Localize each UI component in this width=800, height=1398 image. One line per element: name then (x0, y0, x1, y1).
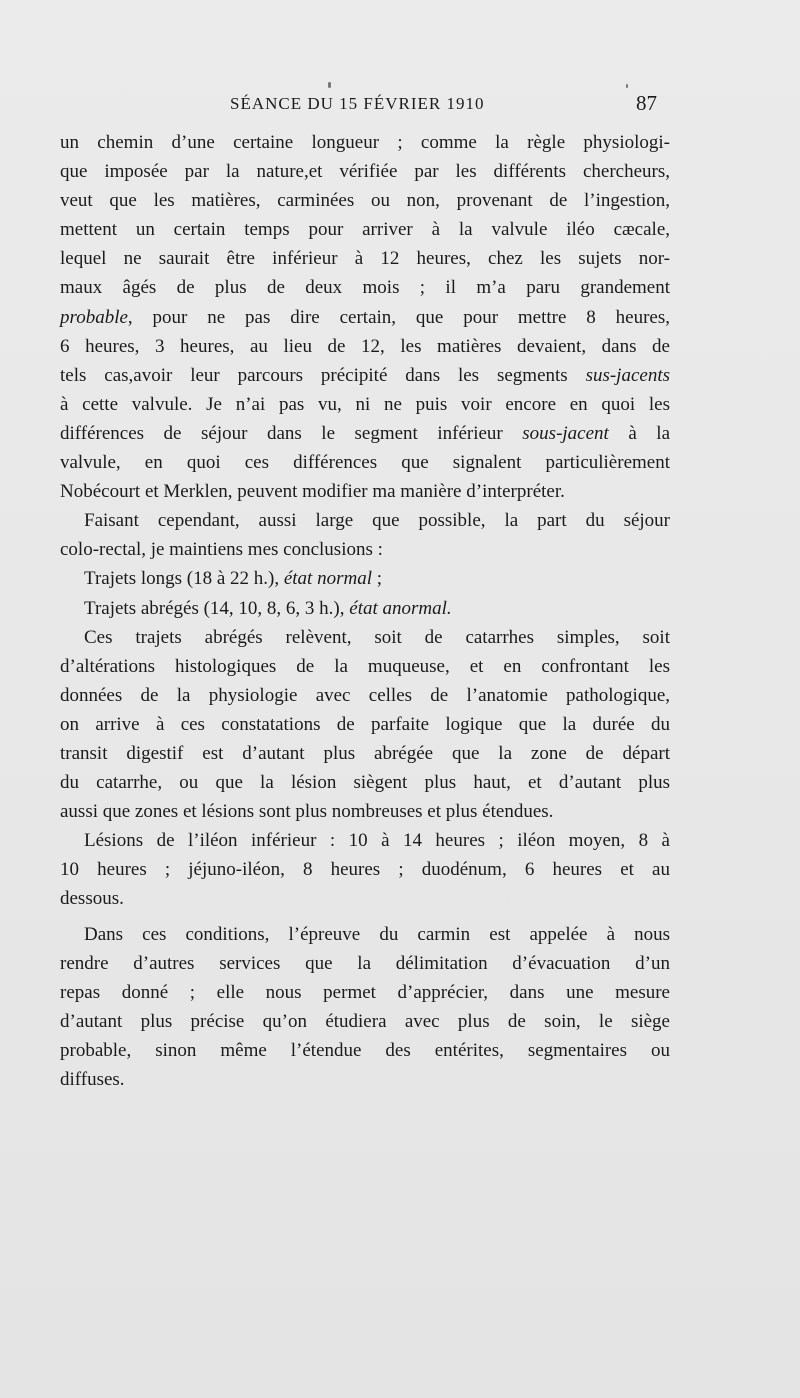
ink-speck (328, 82, 331, 88)
text-line: Lésions de l’iléon inférieur : 10 à 14 heures ; iléon moyen, 8 à (84, 830, 670, 852)
page-number: 87 (636, 91, 657, 115)
text-line: Dans ces conditions, l’épreuve du carmin est appelée à nous (84, 923, 670, 945)
text-line: que imposée par la nature,et vérifiée par les différents chercheurs, (60, 161, 670, 183)
text-line: diffuses. (60, 1069, 125, 1090)
text-line: on arrive à ces constatations de parfaite logique que la durée du (60, 713, 670, 735)
text-line: Faisant cependant, aussi large que possible, la part du séjour (84, 510, 670, 532)
italic-term: sous-jacent (522, 422, 609, 444)
text-line: 6 heures, 3 heures, au lieu de 12, les matières devaient, dans de (60, 335, 670, 357)
text-line: d’autant plus précise qu’on étudiera avec plus de soin, le siège (60, 1010, 670, 1032)
text-line: aussi que zones et lésions sont plus nombreuses et plus étendues. (60, 801, 554, 823)
text-line: maux âgés de plus de deux mois ; il m’a paru grandement (60, 277, 670, 299)
italic-term: sus-jacents (585, 364, 670, 386)
text-line: Trajets abrégés (14, 10, 8, 6, 3 h.), état anormal. (84, 597, 452, 619)
text-line: repas donné ; elle nous permet d’apprécier, dans une mesure (60, 981, 670, 1003)
text-line: colo-rectal, je maintiens mes conclusions : (60, 539, 383, 561)
running-head (0, 91, 800, 118)
body-text (60, 128, 670, 1094)
text-line: du catarrhe, ou que la lésion siègent plus haut, et d’autant plus (60, 772, 670, 794)
italic-term: état normal (283, 568, 372, 590)
text-line: mettent un certain temps pour arriver à la valvule iléo cæcale, (60, 219, 670, 241)
text-line: Nobécourt et Merklen, peuvent modifier ma manière d’interpréter. (60, 481, 565, 503)
text-line: à cette valvule. Je n’ai pas vu, ni ne puis voir encore en quoi les (60, 393, 670, 415)
text-line: lequel ne saurait être inférieur à 12 heures, chez les sujets nor- (60, 248, 670, 270)
ink-speck (626, 84, 628, 88)
text-line: probable, pour ne pas dire certain, que pour mettre 8 heures, (60, 306, 670, 328)
text-line: rendre d’autres services que la délimitation d’évacuation d’un (60, 952, 670, 974)
text-line: probable, sinon même l’étendue des entérites, segmentaires ou (60, 1039, 670, 1061)
text-line: un chemin d’une certaine longueur ; comme la règle physiologi- (60, 132, 670, 153)
text-line: données de la physiologie avec celles de l’anatomie pathologique, (60, 684, 670, 706)
text-line: Trajets longs (18 à 22 h.), état normal ; (84, 568, 383, 590)
text-line: transit digestif est d’autant plus abrégée que la zone de départ (60, 742, 670, 764)
text-line: veut que les matières, carminées ou non, provenant de l’ingestion, (60, 190, 670, 212)
text-line: dessous. (60, 888, 124, 910)
italic-term: probable (60, 306, 128, 328)
text-line: 10 heures ; jéjuno-iléon, 8 heures ; duodénum, 6 heures et au (60, 859, 670, 881)
running-head-title: SÉANCE DU 15 FÉVRIER 1910 (230, 94, 485, 113)
text-line: valvule, en quoi ces différences que signalent particulièrement (60, 452, 670, 474)
text-line: d’altérations histologiques de la muqueuse, et en confrontant les (60, 655, 670, 677)
text-line: Ces trajets abrégés relèvent, soit de catarrhes simples, soit (84, 626, 670, 648)
italic-term: état anormal. (349, 597, 452, 619)
text-line: différences de séjour dans le segment inférieur sous-jacent à la (60, 422, 671, 444)
text-line: tels cas,avoir leur parcours précipité dans les segments sus-jacents (60, 364, 670, 386)
